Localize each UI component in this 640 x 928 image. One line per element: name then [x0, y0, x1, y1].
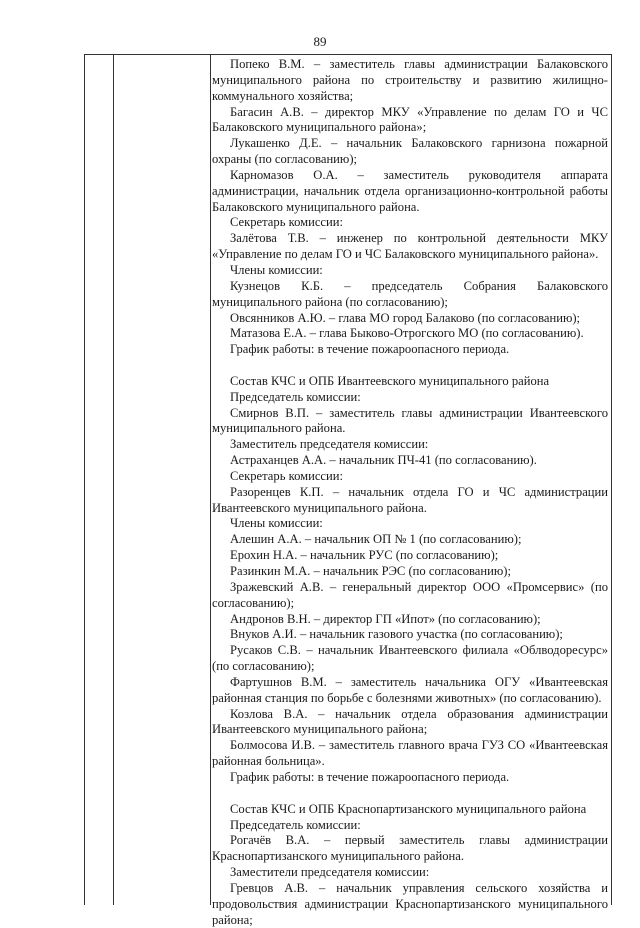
section-heading: Состав КЧС и ОПБ Ивантеевского муниципального района	[230, 373, 550, 388]
section-heading: Состав КЧС и ОПБ Краснопартизанского муниципального района	[230, 801, 587, 816]
paragraph: Разоренцев К.П. – начальник отдела ГО и ЧС администрации Ивантеевского муниципального района.	[212, 484, 608, 515]
paragraph: График работы: в течение пожароопасного периода.	[230, 769, 510, 784]
paragraph: Лукашенко Д.Е. – начальник Балаковского гарнизона пожарной охраны (по согласованию);	[212, 136, 608, 167]
paragraph: Багасин А.В. – директор МКУ «Управление по делам ГО и ЧС Балаковского муниципального района»;	[212, 104, 608, 135]
commission-composition-text	[212, 57, 608, 928]
paragraph: Рогачёв В.А. – первый заместитель главы администрации Краснопартизанского муниципального района.	[212, 833, 608, 864]
blank-line	[212, 786, 608, 802]
page-number: 89	[313, 34, 327, 49]
paragraph: Зражевский А.В. – генеральный директор ООО «Промсервис» (по согласованию);	[212, 579, 608, 610]
paragraph: График работы: в течение пожароопасного периода.	[230, 342, 510, 357]
paragraph: Заместитель председателя комиссии:	[230, 437, 429, 452]
paragraph: Председатель комиссии:	[230, 817, 361, 832]
paragraph: Гревцов А.В. – начальник управления сельского хозяйства и продовольствия администрации Краснопартизанского муниципального района;	[212, 880, 608, 927]
paragraph: Члены комиссии:	[230, 262, 323, 277]
paragraph: Заместители председателя комиссии:	[230, 865, 430, 880]
paragraph: Ерохин Н.А. – начальник РУС (по согласованию);	[230, 548, 499, 563]
paragraph: Кузнецов К.Б. – председатель Собрания Балаковского муниципального района (по согласованию);	[212, 278, 608, 309]
paragraph: Внуков А.И. – начальник газового участка (по согласованию);	[230, 627, 563, 642]
table-column-border-2	[113, 54, 114, 905]
paragraph: Секретарь комиссии:	[230, 215, 343, 230]
paragraph: Разинкин М.А. – начальник РЭС (по согласованию);	[230, 564, 511, 578]
paragraph: Залётова Т.В. – инженер по контрольной деятельности МКУ «Управление по делам ГО и ЧС Балаковского муниципального района».	[212, 231, 608, 262]
paragraph: Члены комиссии:	[230, 516, 323, 531]
paragraph: Смирнов В.П. – заместитель главы администрации Ивантеевского муниципального района.	[212, 405, 608, 436]
table-column-border-1	[84, 54, 85, 905]
paragraph: Председатель комиссии:	[230, 389, 361, 404]
blank-line	[212, 358, 608, 374]
paragraph: Алешин А.А. – начальник ОП № 1 (по согласованию);	[230, 532, 522, 547]
paragraph: Овсянников А.Ю. – глава МО город Балаково (по согласованию);	[230, 310, 581, 325]
paragraph: Козлова В.А. – начальник отдела образования администрации Ивантеевского муниципального района;	[212, 706, 608, 737]
paragraph: Секретарь комиссии:	[230, 468, 343, 483]
paragraph: Карномазов О.А. – заместитель руководителя аппарата администрации, начальник отдела организационно-контрольной работы Балаковского муниципального района.	[212, 167, 608, 214]
table-column-border-3	[210, 54, 211, 905]
paragraph: Матазова Е.А. – глава Быково-Отрогского МО (по согласованию).	[230, 326, 584, 341]
paragraph: Русаков С.В. – начальник Ивантеевского филиала «Облводоресурс» (по согласованию);	[212, 643, 608, 674]
table-top-border	[84, 54, 612, 55]
paragraph: Астраханцев А.А. – начальник ПЧ-41 (по согласованию).	[230, 453, 537, 468]
paragraph: Фартушнов В.М. – заместитель начальника ОГУ «Ивантеевская районная станция по борьбе с болезнями животных» (по согласованию).	[212, 674, 608, 705]
paragraph: Андронов В.Н. – директор ГП «Ипот» (по согласованию);	[230, 611, 541, 626]
paragraph: Попеко В.М. – заместитель главы администрации Балаковского муниципального района по строительству и развитию жилищно-коммунального хозяйства;	[212, 57, 608, 103]
table-column-border-4	[611, 54, 612, 905]
paragraph: Болмосова И.В. – заместитель главного врача ГУЗ СО «Ивантеевская районная больница».	[212, 738, 608, 769]
